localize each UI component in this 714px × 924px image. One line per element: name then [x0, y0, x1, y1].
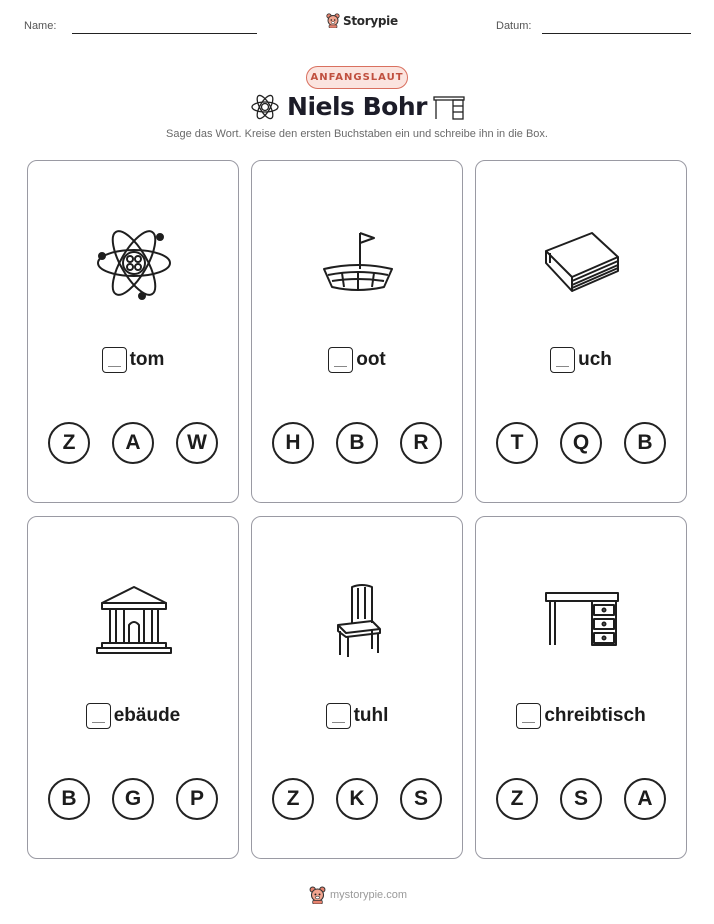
word-card-1 — [27, 160, 239, 503]
letter-answer-box[interactable] — [86, 703, 111, 729]
letter-answer-box[interactable] — [102, 347, 127, 373]
letter-option[interactable]: Z — [272, 778, 314, 820]
letter-option[interactable]: A — [112, 422, 154, 464]
letter-answer-box[interactable] — [328, 347, 353, 373]
page-title: Niels Bohr — [287, 92, 427, 121]
word-with-blank — [28, 347, 238, 373]
word-card-3 — [475, 160, 687, 503]
desk-icon — [542, 579, 622, 659]
word-card-5 — [251, 516, 463, 859]
word-card-2 — [251, 160, 463, 503]
letter-option[interactable]: W — [176, 422, 218, 464]
letter-option[interactable]: H — [272, 422, 314, 464]
name-line[interactable] — [72, 33, 257, 34]
letter-option[interactable]: B — [624, 422, 666, 464]
word-rest: tom — [129, 349, 165, 370]
date-label: Datum: — [496, 20, 532, 32]
letter-option[interactable]: S — [400, 778, 442, 820]
boat-icon — [318, 223, 398, 303]
footer-url[interactable]: mystorypie.com — [330, 889, 408, 901]
date-line[interactable] — [542, 33, 691, 34]
desk-icon — [433, 94, 465, 120]
letter-answer-box[interactable] — [550, 347, 575, 373]
word-rest: tuhl — [353, 705, 389, 726]
word-card-6 — [475, 516, 687, 859]
footer — [309, 886, 407, 904]
letter-option[interactable]: P — [176, 778, 218, 820]
letter-options — [252, 422, 462, 464]
word-with-blank — [252, 703, 462, 729]
letter-option[interactable]: R — [400, 422, 442, 464]
word-card-4 — [27, 516, 239, 859]
bear-mascot-icon — [326, 13, 340, 28]
letter-option[interactable]: A — [624, 778, 666, 820]
letter-option[interactable]: K — [336, 778, 378, 820]
atom-icon — [94, 223, 174, 303]
category-badge: ANFANGSLAUT — [306, 66, 408, 89]
letter-option[interactable]: G — [112, 778, 154, 820]
letter-options — [476, 778, 686, 820]
letter-option[interactable]: B — [48, 778, 90, 820]
letter-option[interactable]: Q — [560, 422, 602, 464]
letter-options — [28, 422, 238, 464]
word-with-blank — [252, 347, 462, 373]
word-rest: ebäude — [113, 705, 181, 726]
word-with-blank — [476, 703, 686, 729]
book-icon — [542, 223, 622, 303]
word-rest: chreibtisch — [544, 705, 646, 726]
name-label: Name: — [24, 20, 57, 32]
letter-option[interactable]: B — [336, 422, 378, 464]
instructions: Sage das Wort. Kreise den ersten Buchstaben ein und schreibe ihn in die Box. — [166, 128, 548, 140]
letter-option[interactable]: T — [496, 422, 538, 464]
letter-option[interactable]: Z — [496, 778, 538, 820]
bear-mascot-icon — [309, 886, 326, 904]
letter-answer-box[interactable] — [326, 703, 351, 729]
letter-answer-box[interactable] — [516, 703, 541, 729]
letter-option[interactable]: Z — [48, 422, 90, 464]
brand-logo — [326, 13, 398, 28]
brand-name: Storypie — [343, 13, 398, 28]
chair-icon — [318, 579, 398, 659]
letter-options — [252, 778, 462, 820]
building-icon — [94, 579, 174, 659]
letter-options — [476, 422, 686, 464]
letter-options — [28, 778, 238, 820]
letter-option[interactable]: S — [560, 778, 602, 820]
word-with-blank — [28, 703, 238, 729]
word-with-blank — [476, 347, 686, 373]
word-rest: uch — [578, 349, 612, 370]
word-rest: oot — [356, 349, 386, 370]
